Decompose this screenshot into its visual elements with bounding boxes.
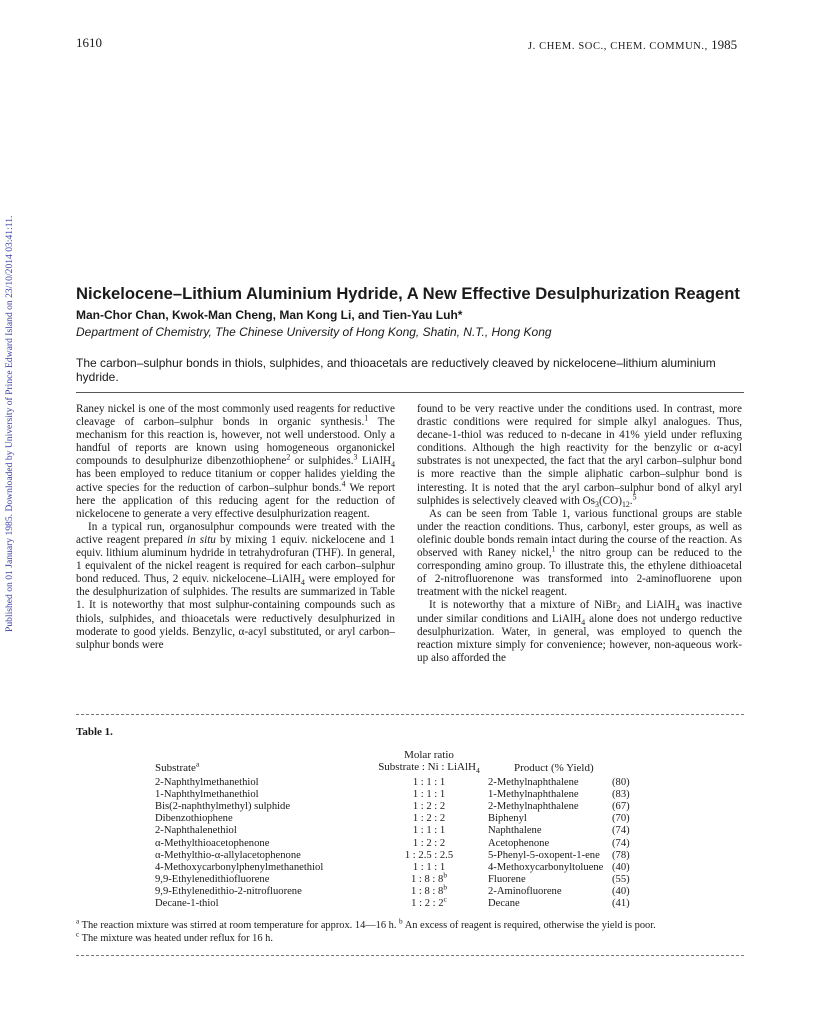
table-cell-product: Biphenyl [488, 813, 527, 825]
table-cell-product: Acetophenone [488, 837, 550, 849]
table-cell-ratio: 1 : 2.5 : 2.5 [404, 849, 454, 861]
table-cell-ratio: 1 : 1 : 1 [412, 861, 446, 873]
table-divider-top [76, 714, 744, 715]
table-cell-product: 5-Phenyl-5-oxopent-1-ene [488, 849, 600, 861]
table-cell-product: 2-Methylnaphthalene [488, 777, 579, 788]
journal-year: 1985 [711, 37, 738, 52]
table-cell-ratio: 1 : 2 : 2 [412, 837, 446, 849]
footnote: $^c$ The mixture was heated under reflux for 16 h. [76, 930, 273, 944]
table-cell-substrate: 9,9-Ethylenedithiofluorene [155, 873, 270, 885]
table-cell-substrate: Dibenzothiophene [155, 813, 233, 825]
table-cell-yield: (55) [612, 873, 630, 885]
article-abstract: The carbon–sulphur bonds in thiols, sulphides, and thioacetals are reductively cleaved by nickelocene–lithium aluminium hydride. [76, 356, 716, 384]
table-cell-ratio: 1 : 1 : 1 [412, 777, 446, 788]
article-authors: Man-Chor Chan, Kwok-Man Cheng, Man Kong Li, and Tien-Yau Luh* [76, 308, 463, 322]
table-cell-yield: (40) [612, 885, 630, 897]
paragraph: found to be very reactive under the conditions used. In contrast, more drastic conditions were required for simple alkyl analogues. Thus, decane-1-thiol was reduced to n-decane in 41% yield under refluxing conditions. Although the high reactivity for the benzylic or α-acyl substrates is not unexpected, the fact that the aryl carbon–sulphur bond is more reactive than the simple aliphatic carbon–sulphur bond is interesting. It is noted that the aryl carbon–sulphur bond of alkyl aryl sulphides is selectively cleaved with $Os_3(CO)_{12}.^5$ [417, 403, 742, 509]
abstract-divider [76, 392, 744, 393]
table-cell-substrate: Decane-1-thiol [155, 898, 219, 909]
paragraph: Raney nickel is one of the most commonly used reagents for reductive cleavage of carbon–sulphur bonds in organic synthesis.$^1$ The mechanism for this reaction is, however, not well understood. Only a handful of reports are known using homogeneous organonickel compounds to desulphurize dibenzothiophene$^2$ or sulphides.$^3$ LiAlH$_4$ has been employed to reduce titanium or copper halides yielding the active species for the reduction of carbon–sulphur bonds.$^4$ We report here the application of this reducing agent for the reduction of nickelocene to generate a very effective desulphurization reagent. [76, 403, 395, 520]
table-cell-substrate: 2-Naphthylmethanethiol [155, 777, 259, 788]
table-cell-yield: (67) [612, 801, 630, 813]
table-cell-yield: (78) [612, 849, 630, 861]
table-cell-product: 4-Methoxycarbonyltoluene [488, 861, 604, 873]
footnote: $^a$ The reaction mixture was stirred at room temperature for approx. 14—16 h. $^b$ An excess of reagent is required, otherwise the yield is poor. [76, 917, 656, 931]
table-cell-ratio: 1 : 8 : 8$^b$ [410, 882, 448, 897]
table-label: Table 1. [76, 726, 113, 738]
download-notice[interactable]: Published on 01 January 1985. Downloaded by University of Prince Edward Island on 23/10/2014 03:41:11. [4, 215, 15, 632]
table-cell-ratio: 1 : 1 : 1 [412, 789, 446, 801]
paragraph: In a typical run, organosulphur compounds were treated with the active reagent prepared in situ by mixing 1 equiv. nickelocene and 1 equiv. lithium aluminum hydride in tetrahydrofuran (THF). In general, 1 equivalent of the nickel reagent is required for each carbon–sulphur bond reduced. Thus, 2 equiv. nickelocene–LiAlH$_4$ were employed for the desulphurization of sulphides. The results are summarized in Table 1. It is noteworthy that most sulphur-containing compounds such as thiols, sulphides, and thioacetals were reductively desulphurized in moderate to good yields. Benzylic, α-acyl substituted, or aryl carbon–sulphur bonds were [76, 520, 395, 651]
table-heading-ratio: Molar ratio Substrate : Ni : LiAlH$_4$ [378, 749, 480, 776]
body-column-left [76, 403, 395, 652]
table-cell-substrate: α-Methylthio-α-allylacetophenone [155, 849, 301, 861]
table-cell-substrate: α-Methylthioacetophenone [155, 837, 270, 849]
table-cell-product: 2-Aminofluorene [488, 885, 562, 897]
paragraph: As can be seen from Table 1, various functional groups are stable under the reaction conditions. Thus, carbonyl, ester groups, as well as olefinic double bonds remain intact during the course of the reaction. As observed with Raney nickel,$^1$ the nitro group can be reduced to the corresponding amino group. To illustrate this, the ethylene dithioacetal of 2-nitrofluorenone was transformed into 2-aminofluorene upon treatment with the nickel reagent. [417, 507, 742, 599]
journal-reference [528, 37, 737, 53]
table-divider-bottom [76, 955, 744, 956]
table-cell-ratio: 1 : 2 : 2 [412, 801, 446, 813]
table-heading-substrate: Substrate$^a$ [155, 759, 200, 774]
article-affiliation: Department of Chemistry, The Chinese University of Hong Kong, Shatin, N.T., Hong Kong [76, 325, 552, 339]
table-cell-product: Fluorene [488, 873, 526, 885]
table-cell-yield: (80) [612, 777, 630, 788]
table-cell-ratio: 1 : 1 : 1 [412, 825, 446, 837]
table-cell-yield: (40) [612, 861, 630, 873]
table-cell-yield: (41) [612, 898, 630, 909]
table-cell-ratio: 1 : 2 : 2 [412, 813, 446, 825]
table-heading-product: Product (% Yield) [514, 762, 594, 774]
table-cell-product: 2-Methylnaphthalene [488, 801, 579, 813]
body-column-right [417, 403, 742, 665]
table-cell-ratio: 1 : 2 : 2$^c$ [411, 894, 447, 909]
table-cell-yield: (74) [612, 837, 630, 849]
article-title: Nickelocene–Lithium Aluminium Hydride, A New Effective Desulphurization Reagent [76, 284, 740, 303]
table-cell-yield: (74) [612, 825, 630, 837]
journal-name: J. CHEM. SOC., CHEM. COMMUN., [528, 41, 708, 52]
table-cell-substrate: 4-Methoxycarbonylphenylmethanethiol [155, 861, 324, 873]
table-cell-ratio: 1 : 8 : 8$^b$ [410, 870, 448, 885]
table-cell-substrate: 1-Naphthylmethanethiol [155, 789, 259, 801]
table-cell-substrate: 9,9-Ethylenedithio-2-nitrofluorene [155, 885, 302, 897]
table-footnotes [76, 917, 748, 945]
table-cell-substrate: 2-Naphthalenethiol [155, 825, 237, 837]
table-cell-yield: (83) [612, 789, 630, 801]
paragraph: It is noteworthy that a mixture of NiBr$_2$ and LiAlH$_4$ was inactive under similar conditions and LiAlH$_4$ alone does not undergo reductive desulphurization. Water, in general, was employed to quench the reaction mixture simply for convenience; however, non-aqueous work-up also afforded the [417, 599, 743, 664]
table-cell-substrate: Bis(2-naphthylmethyl) sulphide [155, 801, 291, 813]
page-number: 1610 [76, 35, 102, 50]
table-cell-product: Decane [488, 898, 520, 909]
table-cell-product: Naphthalene [488, 825, 542, 837]
table-cell-yield: (70) [612, 813, 630, 825]
table-cell-product: 1-Methylnaphthalene [488, 789, 579, 801]
